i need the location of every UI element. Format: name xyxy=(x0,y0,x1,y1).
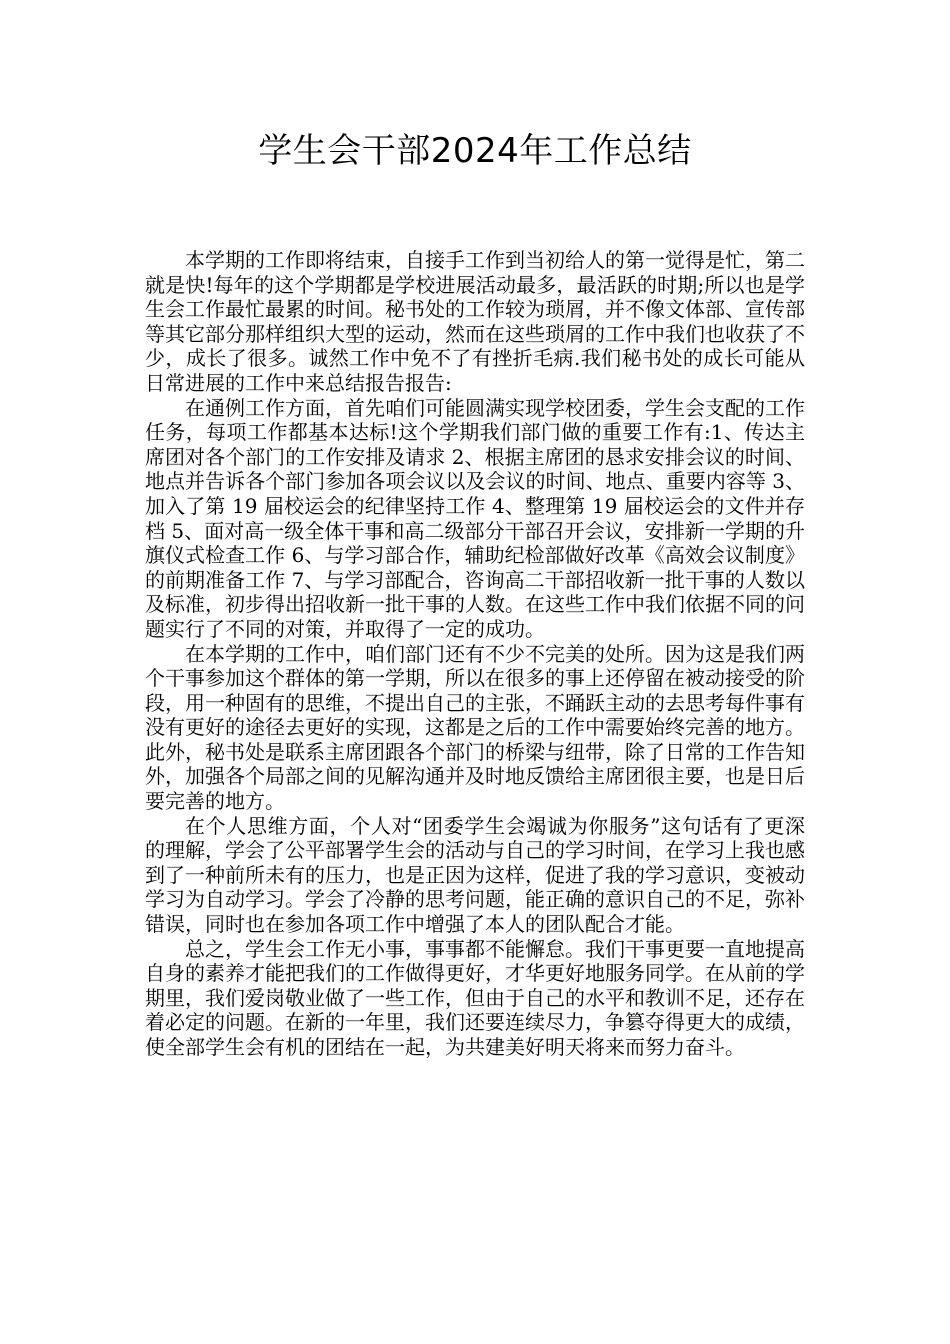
paragraph-conclusion: 总之，学生会工作无小事，事事都不能懈怠。我们干事更要一直地提高自身的素养才能把我们的工作做得更好，才华更好地服务同学。在从前的学期里，我们爱岗敬业做了一些工作，但由于自己的水平和教训不足，还存在着必定的问题。在新的一年里，我们还要连续尽力，争篡夺得更大的成绩，使全部学生会有机的团结在一起，为共建美好明天将来而努力奋斗。 xyxy=(145,936,805,1059)
paragraph-intro: 本学期的工作即将结束，自接手工作到当初给人的第一觉得是忙，第二就是快!每年的这个学期都是学校进展活动最多，最活跃的时期;所以也是学生会工作最忙最累的时间。秘书处的工作较为琐屑，并不像文体部、宣传部等其它部分那样组织大型的运动，然而在这些琐屑的工作中我们也收获了不少，成长了很多。诚然工作中免不了有挫折毛病.我们秘书处的成长可能从日常进展的工作中来总结报告报告: xyxy=(145,248,805,395)
paragraph-shortcomings: 在本学期的工作中，咱们部门还有不少不完美的处所。因为这是我们两个干事参加这个群体的第一学期，所以在很多的事上还停留在被动接受的阶段，用一种固有的思维，不提出自己的主张，不踊跃主动的去思考每件事有没有更好的途径去更好的实现，这都是之后的工作中需要始终完善的地方。此外，秘书处是联系主席团跟各个部门的桥梁与纽带，除了日常的工作告知外，加强各个局部之间的见解沟通并及时地反馈给主席团很主要，也是日后要完善的地方。 xyxy=(145,641,805,814)
paragraph-routine-work: 在通例工作方面，首先咱们可能圆满实现学校团委，学生会支配的工作任务，每项工作都基本达标!这个学期我们部门做的重要工作有:1、传达主席团对各个部门的工作安排及请求 2、根据主席团的恳求安排会议的时间、地点并告诉各个部门参加各项会议以及会议的时间、地点、重要内容等 3、加入了第 19 届校运会的纪律坚持工作 4、整理第 19 届校运会的文件并存档 5、面对高一级全体干事和高二级部分干部召开会议，安排新一学期的升旗仪式检查工作 6、与学习部合作，辅助纪检部做好改革《高效会议制度》的前期准备工作 7、与学习部配合，咨询高二干部招收新一批干事的人数以及标准，初步得出招收新一批干事的人数。在这些工作中我们依据不同的问题实行了不同的对策，并取得了一定的成功。 xyxy=(145,395,805,641)
paragraph-personal-thinking: 在个人思维方面，个人对“团委学生会竭诚为你服务”这句话有了更深的理解，学会了公平部署学生会的活动与自己的学习时间，在学习上我也感到了一种前所未有的压力，也是正因为这样，促进了我的学习意识，变被动学习为自动学习。学会了冷静的思考问题，能正确的意识自己的不足，弥补错误，同时也在参加各项工作中增强了本人的团队配合才能。 xyxy=(145,813,805,937)
document-body xyxy=(145,248,805,1060)
document-title: 学生会干部2024年工作总结 xyxy=(258,131,692,171)
